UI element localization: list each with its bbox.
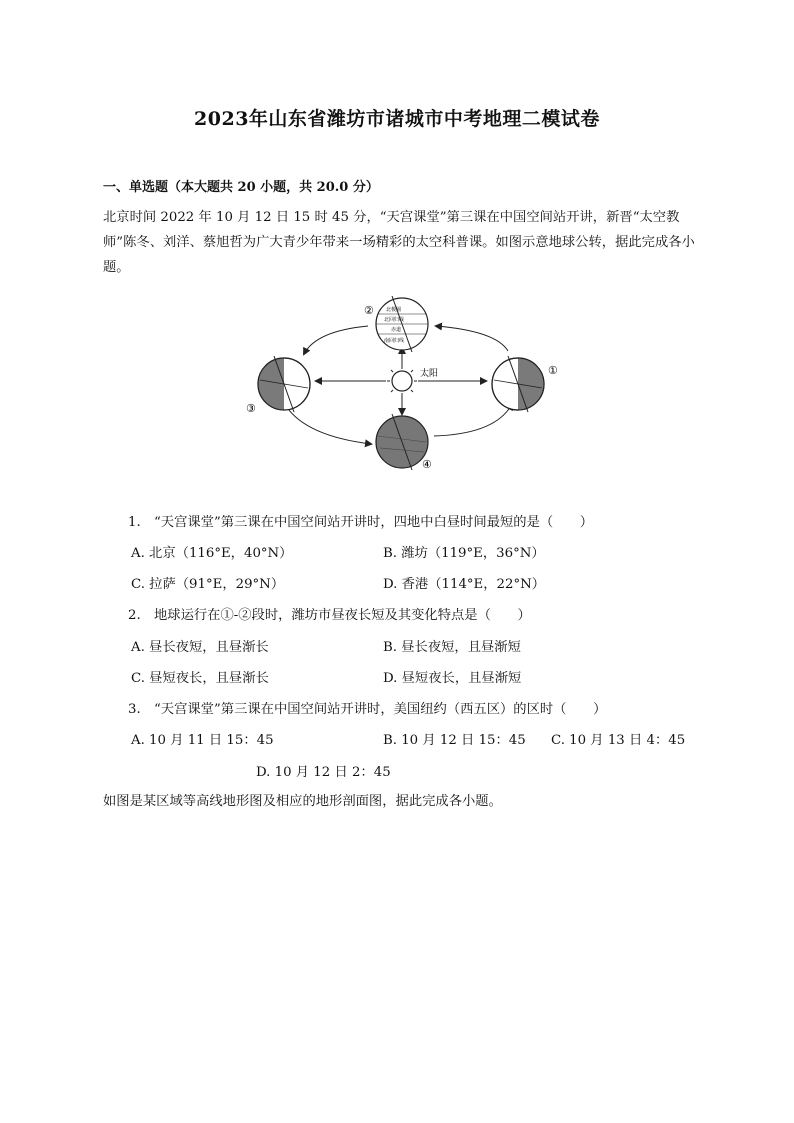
q2-option-a: A. 昼长夜短，且昼渐长 (131, 640, 269, 655)
q3-option-a: A. 10 月 11 日 15：45 (131, 733, 274, 748)
q1-option-b: B. 潍坊（119°E，36°N） (383, 546, 545, 561)
q3-option-b: B. 10 月 12 日 15：45 (383, 733, 526, 748)
q2-option-b: B. 昼长夜短，且昼渐短 (383, 640, 521, 655)
orbit-arc-top-right (436, 326, 508, 351)
section-heading: 一、单选题（本大题共 20 小题，共 20.0 分） (103, 180, 379, 195)
q2-option-c: C. 昼短夜长，且昼渐长 (131, 671, 269, 686)
orbit-arc-top-left (304, 326, 368, 354)
marker-3: ③ (246, 402, 256, 415)
marker-1: ① (548, 364, 558, 377)
sun-icon (387, 366, 417, 396)
q2-option-d: D. 昼短夜长，且昼渐短 (383, 671, 522, 686)
q1-option-c: C. 拉萨（91°E，29°N） (131, 577, 285, 592)
globe-3 (258, 356, 310, 412)
globe-1 (492, 356, 544, 412)
question-2-stem: 2. 地球运行在①-②段时，潍坊市昼夜长短及其变化特点是（ ） (128, 608, 531, 623)
globe2-label-cancer: 北回归线 (384, 317, 405, 323)
q1-option-a: A. 北京（116°E，40°N） (131, 546, 293, 561)
globe2-label-equator: 赤道 (391, 327, 402, 333)
q1-option-d: D. 香港（114°E，22°N） (383, 577, 546, 592)
sun-label: 太阳 (420, 369, 439, 379)
q3-option-d: D. 10 月 12 日 2：45 (256, 765, 391, 780)
marker-4: ④ (422, 458, 432, 471)
next-section-intro: 如图是某区域等高线地形图及相应的地形剖面图，据此完成各小题。 (103, 794, 502, 809)
question-1-stem: 1. “天宫课堂”第三课在中国空间站开讲时，四地中白昼时间最短的是（ ） (128, 515, 594, 530)
q3-option-c: C. 10 月 13 日 4：45 (551, 733, 686, 748)
globe2-label-capricorn: 南回归线 (384, 338, 405, 344)
earth-revolution-diagram (246, 296, 566, 476)
intro-paragraph: 北京时间 2022 年 10 月 12 日 15 时 45 分，“天宫课堂”第三课在中国空间站开讲，新晋“太空教师”陈冬、刘洋、蔡旭哲为广大青少年带来一场精彩的太空科普课。如图示意地球公转，据此完成各小题。 (103, 210, 695, 275)
globe-4 (376, 414, 428, 470)
globe2-label-arctic: 北极圈 (386, 307, 402, 313)
orbit-arc-bottom-right (434, 404, 512, 436)
orbit-arc-bottom-left (286, 406, 371, 444)
globe-2 (376, 296, 428, 352)
question-3-stem: 3. “天宫课堂”第三课在中国空间站开讲时，美国纽约（西五区）的区时（ ） (128, 702, 607, 717)
marker-2: ② (364, 304, 374, 317)
page-title: 2023年山东省潍坊市诸城市中考地理二模试卷 (194, 108, 600, 130)
